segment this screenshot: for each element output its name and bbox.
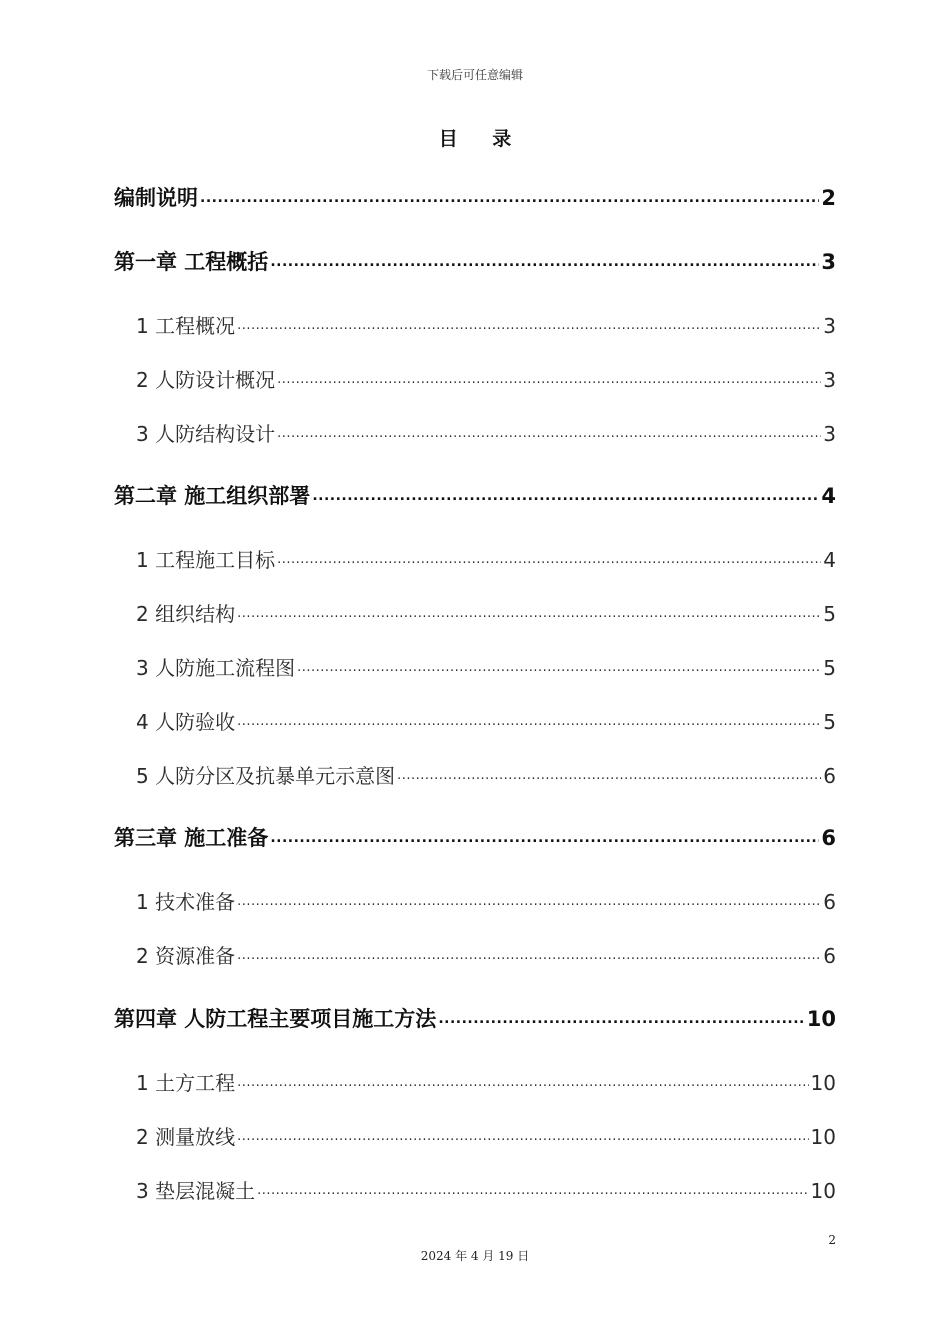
toc-section-entry[interactable] bbox=[114, 594, 836, 628]
toc-entry-label: 编制说明 bbox=[114, 186, 198, 210]
toc-dot-leader bbox=[277, 366, 821, 394]
toc-entry-page: 10 bbox=[810, 1125, 836, 1149]
toc-dot-leader bbox=[312, 482, 819, 510]
toc-section-entry[interactable] bbox=[114, 1171, 836, 1205]
toc-chapter-entry[interactable] bbox=[114, 178, 836, 212]
toc-entry-page: 6 bbox=[821, 826, 836, 850]
toc-entry-page: 10 bbox=[810, 1071, 836, 1095]
toc-entry-label: 2 人防设计概况 bbox=[136, 368, 276, 392]
toc-dot-leader bbox=[200, 184, 819, 212]
toc-dot-leader bbox=[397, 762, 821, 790]
toc-dot-leader bbox=[237, 708, 821, 736]
toc-dot-leader bbox=[237, 942, 821, 970]
toc-dot-leader bbox=[237, 312, 821, 340]
toc-section-entry[interactable] bbox=[114, 1117, 836, 1151]
toc-entry-page: 3 bbox=[821, 250, 836, 274]
toc-entry-page: 4 bbox=[823, 548, 836, 572]
toc-dot-leader bbox=[438, 1005, 804, 1033]
toc-entry-label: 4 人防验收 bbox=[136, 710, 236, 734]
toc-section-entry[interactable] bbox=[114, 414, 836, 448]
toc-entry-page: 4 bbox=[821, 484, 836, 508]
toc-dot-leader bbox=[237, 888, 821, 916]
toc-title: 目 录 bbox=[438, 128, 526, 150]
toc-entry-label: 第二章 施工组织部署 bbox=[114, 484, 311, 508]
toc-section-entry[interactable] bbox=[114, 360, 836, 394]
toc-section-entry[interactable] bbox=[114, 1063, 836, 1097]
toc-section-entry[interactable] bbox=[114, 702, 836, 736]
toc-chapter-entry[interactable] bbox=[114, 818, 836, 852]
toc-dot-leader bbox=[270, 824, 819, 852]
toc-entry-page: 3 bbox=[823, 368, 836, 392]
toc-chapter-entry[interactable] bbox=[114, 476, 836, 510]
toc-entry-label: 1 土方工程 bbox=[136, 1071, 236, 1095]
toc-entry-label: 1 工程概况 bbox=[136, 314, 236, 338]
header-note: 下载后可任意编辑 bbox=[426, 68, 523, 82]
toc-section-entry[interactable] bbox=[114, 882, 836, 916]
toc-entry-label: 1 技术准备 bbox=[136, 890, 236, 914]
toc-dot-leader bbox=[277, 420, 821, 448]
toc-entry-label: 3 垫层混凝土 bbox=[136, 1179, 256, 1203]
toc-entry-page: 3 bbox=[823, 422, 836, 446]
toc-entry-label: 2 组织结构 bbox=[136, 602, 236, 626]
toc-section-entry[interactable] bbox=[114, 936, 836, 970]
toc-entry-label: 2 测量放线 bbox=[136, 1125, 236, 1149]
toc-entry-label: 5 人防分区及抗暴单元示意图 bbox=[136, 764, 396, 788]
page-number: 2 bbox=[828, 1233, 836, 1247]
toc-entry-page: 5 bbox=[823, 602, 836, 626]
toc-dot-leader bbox=[270, 248, 819, 276]
toc-entry-label: 3 人防施工流程图 bbox=[136, 656, 296, 680]
toc-entry-page: 3 bbox=[823, 314, 836, 338]
toc-dot-leader bbox=[237, 1123, 808, 1151]
toc-section-entry[interactable] bbox=[114, 306, 836, 340]
toc-section-entry[interactable] bbox=[114, 540, 836, 574]
toc-entry-page: 6 bbox=[823, 890, 836, 914]
toc-entry-page: 10 bbox=[810, 1179, 836, 1203]
toc-entry-label: 第一章 工程概括 bbox=[114, 250, 269, 274]
toc-entry-label: 第三章 施工准备 bbox=[114, 826, 269, 850]
toc-entry-page: 5 bbox=[823, 710, 836, 734]
toc-entry-page: 6 bbox=[823, 944, 836, 968]
toc-dot-leader bbox=[237, 1069, 808, 1097]
toc-chapter-entry[interactable] bbox=[114, 242, 836, 276]
footer-date: 2024 年 4 月 19 日 bbox=[420, 1249, 530, 1263]
toc-entry-label: 1 工程施工目标 bbox=[136, 548, 276, 572]
toc-dot-leader bbox=[237, 600, 821, 628]
toc-chapter-entry[interactable] bbox=[114, 999, 836, 1033]
toc-entry-page: 2 bbox=[821, 186, 836, 210]
toc-entry-label: 3 人防结构设计 bbox=[136, 422, 276, 446]
toc-dot-leader bbox=[277, 546, 821, 574]
toc-section-entry[interactable] bbox=[114, 756, 836, 790]
toc-dot-leader bbox=[257, 1177, 808, 1205]
toc-dot-leader bbox=[297, 654, 821, 682]
toc-entry-page: 5 bbox=[823, 656, 836, 680]
toc-section-entry[interactable] bbox=[114, 648, 836, 682]
toc-entry-label: 2 资源准备 bbox=[136, 944, 236, 968]
toc-entry-label: 第四章 人防工程主要项目施工方法 bbox=[114, 1007, 437, 1031]
toc-entry-page: 6 bbox=[823, 764, 836, 788]
toc-entry-page: 10 bbox=[806, 1007, 836, 1031]
